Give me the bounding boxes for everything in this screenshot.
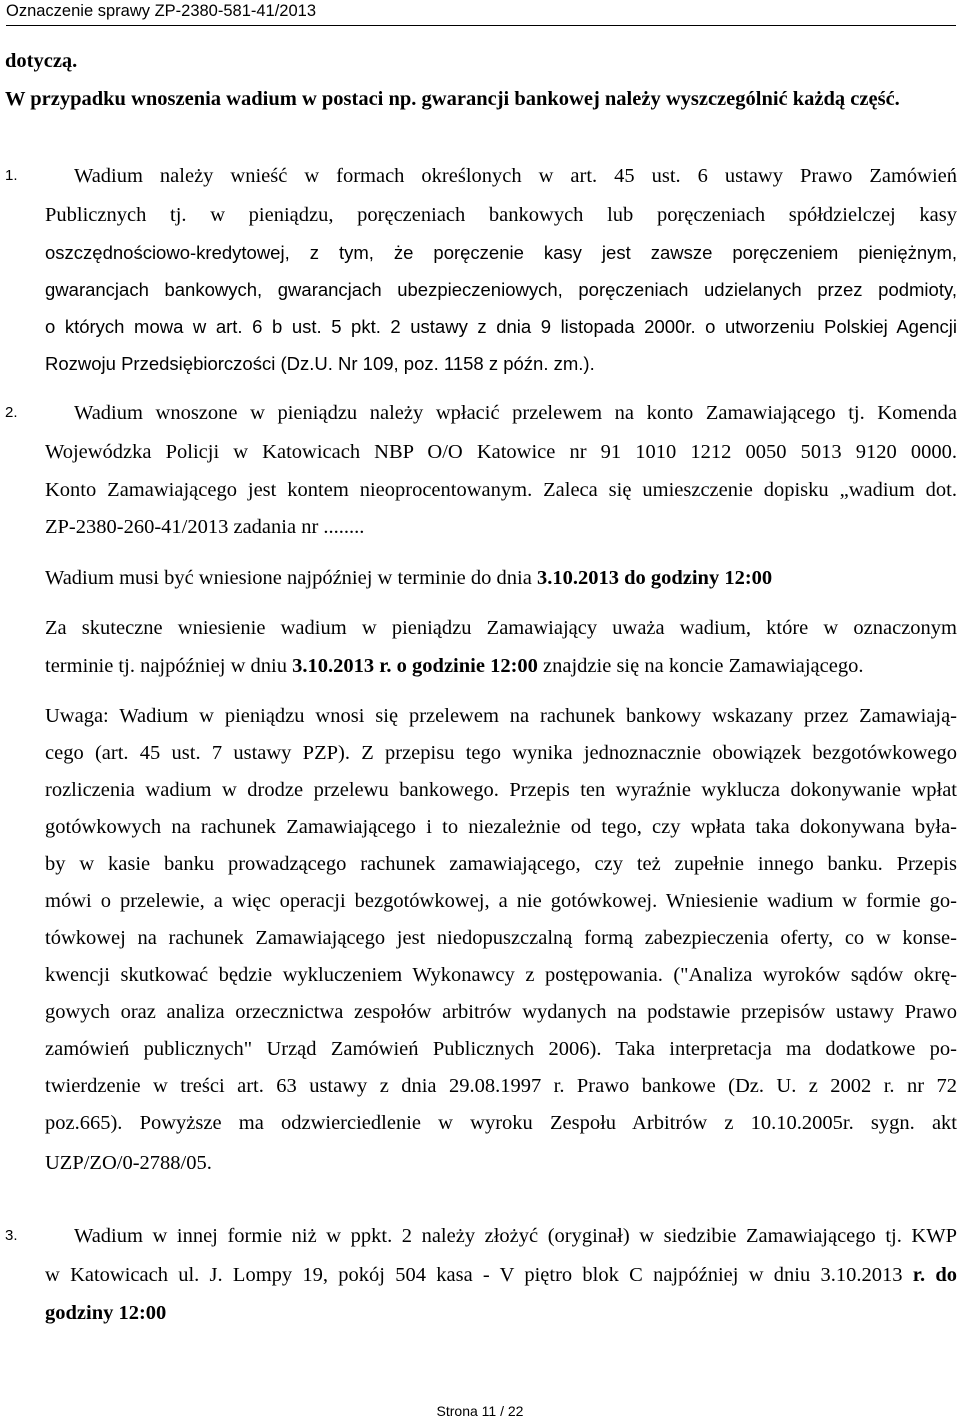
item-3-line-3: godziny 12:00 — [45, 1302, 167, 1324]
intro-line-2: W przypadku wnoszenia wadium w postaci np. gwarancji bankowej należy wyszczególnić każdą część. — [5, 88, 900, 110]
effective-line-1: Za skuteczne wniesienie wadium w pieniądzu Zamawiający uważa wadium, które w oznaczonym — [45, 617, 957, 639]
note-line: mówi o przelewie, a więc operacji bezgotówkowej, a nie gotówkowej. Wniesienie wadium w formie go- — [45, 890, 957, 912]
item-2-line: Wadium wnoszone w pieniądzu należy wpłacić przelewem na konto Zamawiającego tj. Komenda — [74, 402, 957, 424]
deadline-date: 3.10.2013 do godziny 12:00 — [536, 567, 773, 589]
note-line: gotówkowych na rachunek Zamawiającego i to niezależnie od tego, czy wpłata taka dokonywana była- — [45, 816, 957, 838]
page-number: Strona 11 / 22 — [436, 1403, 524, 1419]
item-3-bold: r. do — [912, 1264, 958, 1286]
item-2-line: Konto Zamawiającego jest kontem nieoprocentowanym. Zaleca się umieszczenie dopisku „wadium dot. — [45, 479, 957, 501]
note-line: twierdzenie w treści art. 63 ustawy z dnia 29.08.1997 r. Prawo bankowe (Dz. U. z 2002 r. nr 72 — [45, 1075, 957, 1097]
effective-line-2 — [45, 649, 957, 684]
note-line: cego (art. 45 ust. 7 ustawy PZP). Z przepisu tego wynika jednoznacznie obowiązek bezgotówkowego — [45, 742, 957, 764]
note-line: rozliczenia wadium w drodze przelewu bankowego. Przepis ten wyraźnie wyklucza dokonywanie wpłat — [45, 779, 957, 801]
item-1-line: gwarancjach bankowych, gwarancjach ubezpieczeniowych, poręczeniach udzielanych przez podmioty, — [45, 279, 957, 300]
note-line: tówkowej na rachunek Zamawiającego jest niedopuszczalną formą zabezpieczenia oferty, co w konse- — [45, 927, 957, 949]
deadline-text: Wadium musi być wniesione najpóźniej w terminie do dnia — [45, 567, 537, 589]
deadline-line — [45, 561, 957, 596]
note-line: Uwaga: Wadium w pieniądzu wnosi się przelewem na rachunek bankowy wskazany przez Zamawiają- — [45, 705, 957, 727]
note-line: poz.665). Powyższe ma odzwierciedlenie w wyroku Zespołu Arbitrów z 10.10.2005r. sygn. akt — [45, 1112, 957, 1134]
item-1-line: Publicznych tj. w pieniądzu, poręczeniach bankowych lub poręczeniach spółdzielczej kasy — [45, 204, 957, 226]
item-3-text: w Katowicach ul. J. Lompy 19, pokój 504 kasa - V piętro blok C najpóźniej w dniu 3.10.2013 — [45, 1264, 913, 1286]
note-line: by w kasie banku prowadzącego rachunek zamawiającego, czy też zupełnie innego banku. Przepis — [45, 853, 957, 875]
item-2-line: Wojewódzka Policji w Katowicach NBP O/O Katowice nr 91 1010 1212 0050 5013 9120 0000. — [45, 441, 957, 463]
note-line: zamówień publicznych" Urząd Zamówień Publicznych 2006). Taka interpretacja ma dodatkowe po- — [45, 1038, 957, 1060]
item-3-line-2 — [45, 1258, 957, 1293]
note-line: gowych oraz analiza orzecznictwa zespołów arbitrów wydanych na podstawie przepisów ustawy Prawo — [45, 1001, 957, 1023]
effective-text-end: znajdzie się na koncie Zamawiającego. — [537, 655, 864, 677]
item-2-number: 2. — [5, 404, 18, 421]
item-1-line: o których mowa w art. 6 b ust. 5 pkt. 2 ustawy z dnia 9 listopada 2000r. o utworzeniu Polskiej Agencji — [45, 316, 957, 337]
item-3-line-1: Wadium w innej formie niż w ppkt. 2 należy złożyć (oryginał) w siedzibie Zamawiającego tj. KWP — [74, 1225, 957, 1247]
item-2-line: ZP-2380-260-41/2013 zadania nr ........ — [45, 516, 365, 538]
note-line: kwencji skutkować będzie wykluczeniem Wykonawcy z postępowania. ("Analiza wyroków sądów okrę- — [45, 964, 957, 986]
intro-line-1: dotyczą. — [5, 50, 78, 72]
effective-date: 3.10.2013 r. o godzinie 12:00 — [292, 655, 538, 677]
case-number: Oznaczenie sprawy ZP-2380-581-41/2013 — [6, 2, 317, 20]
item-1-line: Rozwoju Przedsiębiorczości (Dz.U. Nr 109, poz. 1158 z późn. zm.). — [45, 353, 595, 374]
item-3-number: 3. — [5, 1227, 18, 1244]
document-header — [6, 0, 956, 26]
item-1-number: 1. — [5, 167, 18, 184]
effective-text: terminie tj. najpóźniej w dniu — [45, 655, 293, 677]
item-1-line: Wadium należy wnieść w formach określonych w art. 45 ust. 6 ustawy Prawo Zamówień — [74, 165, 957, 187]
note-line: UZP/ZO/0-2788/05. — [45, 1152, 212, 1174]
item-1-line: oszczędnościowo-kredytowej, z tym, że poręczenie kasy jest zawsze poręczeniem pieniężnym, — [45, 242, 957, 263]
